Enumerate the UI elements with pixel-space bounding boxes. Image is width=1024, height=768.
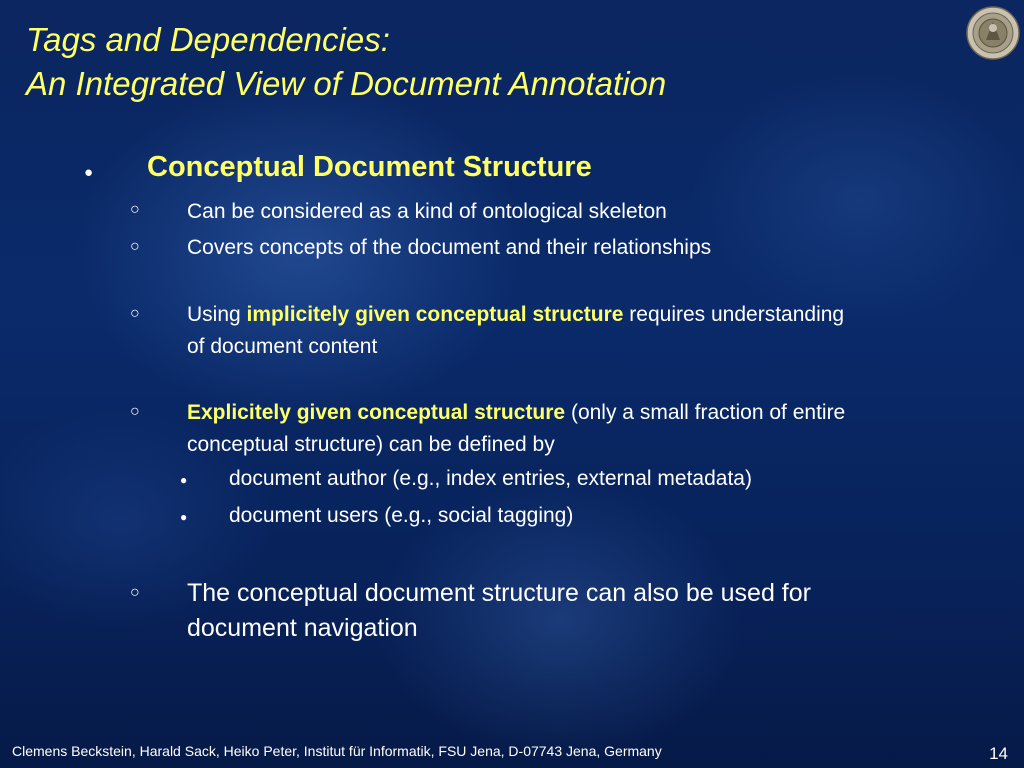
- footer-credits: Clemens Beckstein, Harald Sack, Heiko Peter, Institut für Informatik, FSU Jena, D-07743 Jena, Germany: [12, 743, 662, 759]
- subitem-1-text: document author (e.g., index entries, external metadata): [229, 467, 752, 490]
- item-3-suffix: requires understanding: [623, 303, 845, 326]
- subitem-2-text: document users (e.g., social tagging): [229, 504, 574, 527]
- subitem-1-bullet: ●: [180, 473, 188, 487]
- item-3-prefix: Using: [187, 303, 247, 326]
- subitem-2-bullet: ●: [180, 510, 188, 524]
- item-1-bullet: ○: [130, 201, 140, 218]
- item-4-text: [187, 397, 845, 461]
- item-2-bullet: ○: [130, 238, 140, 255]
- item-4-bullet: ○: [130, 403, 140, 420]
- page-number: 14: [989, 744, 1008, 763]
- heading-bullet: ●: [84, 164, 94, 181]
- item-5-text: [187, 576, 811, 646]
- item-1-text: Can be considered as a kind of ontological skeleton: [187, 200, 667, 223]
- item-3-text: [187, 299, 844, 363]
- item-4-suffix: (only a small fraction of entire: [565, 401, 846, 424]
- item-3-bullet: ○: [130, 305, 140, 322]
- item-5-line-1: The conceptual document structure can also be used for: [187, 579, 811, 607]
- item-3-line-2: of document content: [187, 335, 378, 358]
- title-line-2: An Integrated View of Document Annotation: [26, 65, 667, 102]
- item-4-line-1: [187, 397, 845, 429]
- title-line-1: Tags and Dependencies:: [26, 21, 390, 58]
- item-5-line-2: document navigation: [187, 614, 418, 642]
- item-5-bullet: ○: [130, 584, 140, 601]
- item-3-line-1: [187, 299, 844, 331]
- heading-conceptual-document-structure: Conceptual Document Structure: [147, 151, 592, 183]
- item-2-text: Covers concepts of the document and their relationships: [187, 236, 712, 259]
- item-4-highlight: Explicitely given conceptual structure: [187, 401, 566, 424]
- item-3-highlight: implicitely given conceptual structure: [246, 303, 624, 326]
- item-4-line-2: conceptual structure) can be defined by: [187, 433, 555, 456]
